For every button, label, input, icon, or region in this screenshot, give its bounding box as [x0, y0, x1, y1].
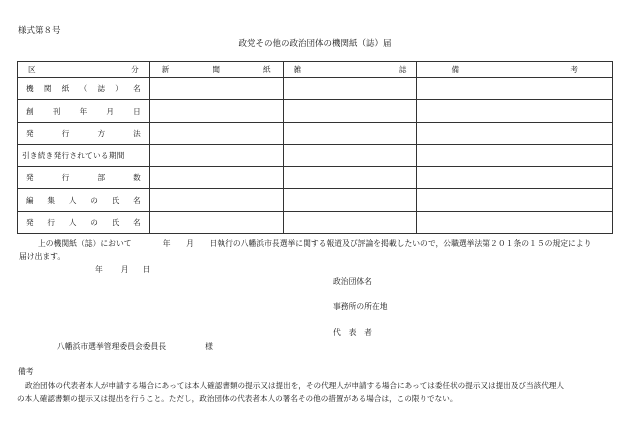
date-line: [95, 264, 150, 275]
row-label-char: 人: [68, 217, 77, 227]
representative-label: 代 表 者: [333, 328, 372, 337]
remarks-cell[interactable]: [417, 122, 613, 144]
row-label-char: 月: [106, 106, 114, 116]
row-label-char: （: [79, 84, 88, 94]
row-label: [18, 144, 150, 166]
row-label-char: 方: [97, 128, 106, 138]
remarks-line-1: 政治団体の代表者本人が申請する場合にあっては本人確認書類の提示又は提出を，その代理人が申請する場合にあっては委任状の提示又は提出及び当該代理人: [25, 381, 564, 390]
table-row: [18, 167, 613, 189]
header-newspaper-char: 紙: [263, 65, 271, 75]
header-magazine-char: 雑: [293, 65, 302, 75]
magazine-cell[interactable]: [283, 211, 417, 233]
header-remarks-char: 考: [570, 65, 578, 75]
row-label-char: 年: [79, 106, 88, 116]
row-label-char: 法: [133, 128, 141, 138]
page-title: 政党その他の政治団体の機関紙（誌）届: [238, 39, 392, 49]
magazine-cell[interactable]: [283, 189, 417, 211]
recipient: 八幡浜市選挙管理委員会委員長 様: [57, 342, 213, 351]
date-day: 日: [142, 265, 151, 274]
row-label-char: 行: [61, 128, 70, 138]
table-row: [18, 78, 613, 100]
header-magazine-char: 誌: [398, 65, 407, 75]
registration-table: [17, 61, 613, 234]
date-year: 年: [95, 265, 103, 274]
row-label-char: 部: [97, 173, 106, 183]
row-label-char: 発: [26, 217, 34, 227]
row-label-char: 名: [133, 84, 141, 94]
row-label-char: 氏: [111, 195, 120, 205]
remarks-line-2: の本人確認書類の提示又は提出を行うこと。ただし，政治団体の代表者本人の署名その他の措置がある場合は，この限りでない。: [17, 394, 458, 403]
remarks-cell[interactable]: [417, 100, 613, 122]
magazine-cell[interactable]: [283, 167, 417, 189]
row-label-char: の: [90, 195, 98, 205]
date-month: 月: [120, 265, 129, 274]
newspaper-cell[interactable]: [149, 78, 283, 100]
newspaper-cell[interactable]: [149, 144, 283, 166]
newspaper-cell[interactable]: [149, 167, 283, 189]
row-label: [18, 122, 150, 144]
row-label-char: 名: [133, 195, 141, 205]
table-row: [18, 100, 613, 122]
office-address-label: 事務所の所在地: [333, 302, 388, 311]
magazine-cell[interactable]: [283, 100, 417, 122]
header-newspaper-char: 聞: [212, 65, 220, 75]
row-label: [18, 189, 150, 211]
newspaper-cell[interactable]: [149, 122, 283, 144]
row-label-char: 創: [26, 106, 34, 116]
row-label-char: 誌: [97, 84, 106, 94]
row-label-char: 数: [133, 173, 141, 183]
row-label-char: 氏: [111, 217, 120, 227]
row-label-char: 関: [43, 84, 52, 94]
row-label-char: 日: [133, 106, 141, 116]
table-row: [18, 211, 613, 233]
row-label-char: 行: [47, 217, 56, 227]
magazine-cell[interactable]: [283, 122, 417, 144]
table-row: [18, 144, 613, 166]
header-magazine: [283, 62, 417, 78]
row-label-char: 刊: [52, 106, 61, 116]
row-label-text: 引き続き発行されている期間: [22, 151, 125, 161]
row-label-char: 編: [26, 195, 34, 205]
header-category-char: 区: [28, 65, 36, 75]
row-label-char: 発: [26, 173, 34, 183]
statement-line-1: 上の機関紙（誌）において 年 月 日執行の八幡浜市長選挙に関する報道及び評論を掲載したいので，公職選挙法第２０１条の１５の規定により: [38, 239, 592, 248]
row-label: [18, 167, 150, 189]
row-label-char: 集: [47, 195, 56, 205]
row-label-char: の: [90, 217, 98, 227]
header-newspaper: [149, 62, 283, 78]
remarks-cell[interactable]: [417, 144, 613, 166]
table-header-row: [18, 62, 613, 78]
header-newspaper-char: 新: [161, 65, 170, 75]
row-label-char: ）: [115, 84, 123, 94]
newspaper-cell[interactable]: [149, 211, 283, 233]
newspaper-cell[interactable]: [149, 189, 283, 211]
remarks-cell[interactable]: [417, 167, 613, 189]
table-row: [18, 122, 613, 144]
org-name-label: 政治団体名: [333, 277, 372, 286]
statement-line-2: 届け出ます。: [19, 252, 66, 261]
form-number: 様式第８号: [18, 26, 61, 36]
row-label-char: 人: [68, 195, 77, 205]
header-category: [18, 62, 150, 78]
row-label: [18, 211, 150, 233]
header-remarks-char: 備: [451, 65, 460, 75]
magazine-cell[interactable]: [283, 144, 417, 166]
row-label-char: 行: [61, 173, 70, 183]
remarks-cell[interactable]: [417, 78, 613, 100]
header-remarks: [417, 62, 613, 78]
row-label: [18, 78, 150, 100]
header-category-char: 分: [131, 65, 139, 75]
table-row: [18, 189, 613, 211]
row-label: [18, 100, 150, 122]
row-label-char: 機: [26, 84, 34, 94]
remarks-title: 備考: [18, 367, 34, 376]
newspaper-cell[interactable]: [149, 100, 283, 122]
row-label-char: 名: [133, 217, 141, 227]
remarks-cell[interactable]: [417, 189, 613, 211]
row-label-char: 発: [26, 128, 34, 138]
magazine-cell[interactable]: [283, 78, 417, 100]
remarks-cell[interactable]: [417, 211, 613, 233]
row-label-char: 紙: [61, 84, 70, 94]
